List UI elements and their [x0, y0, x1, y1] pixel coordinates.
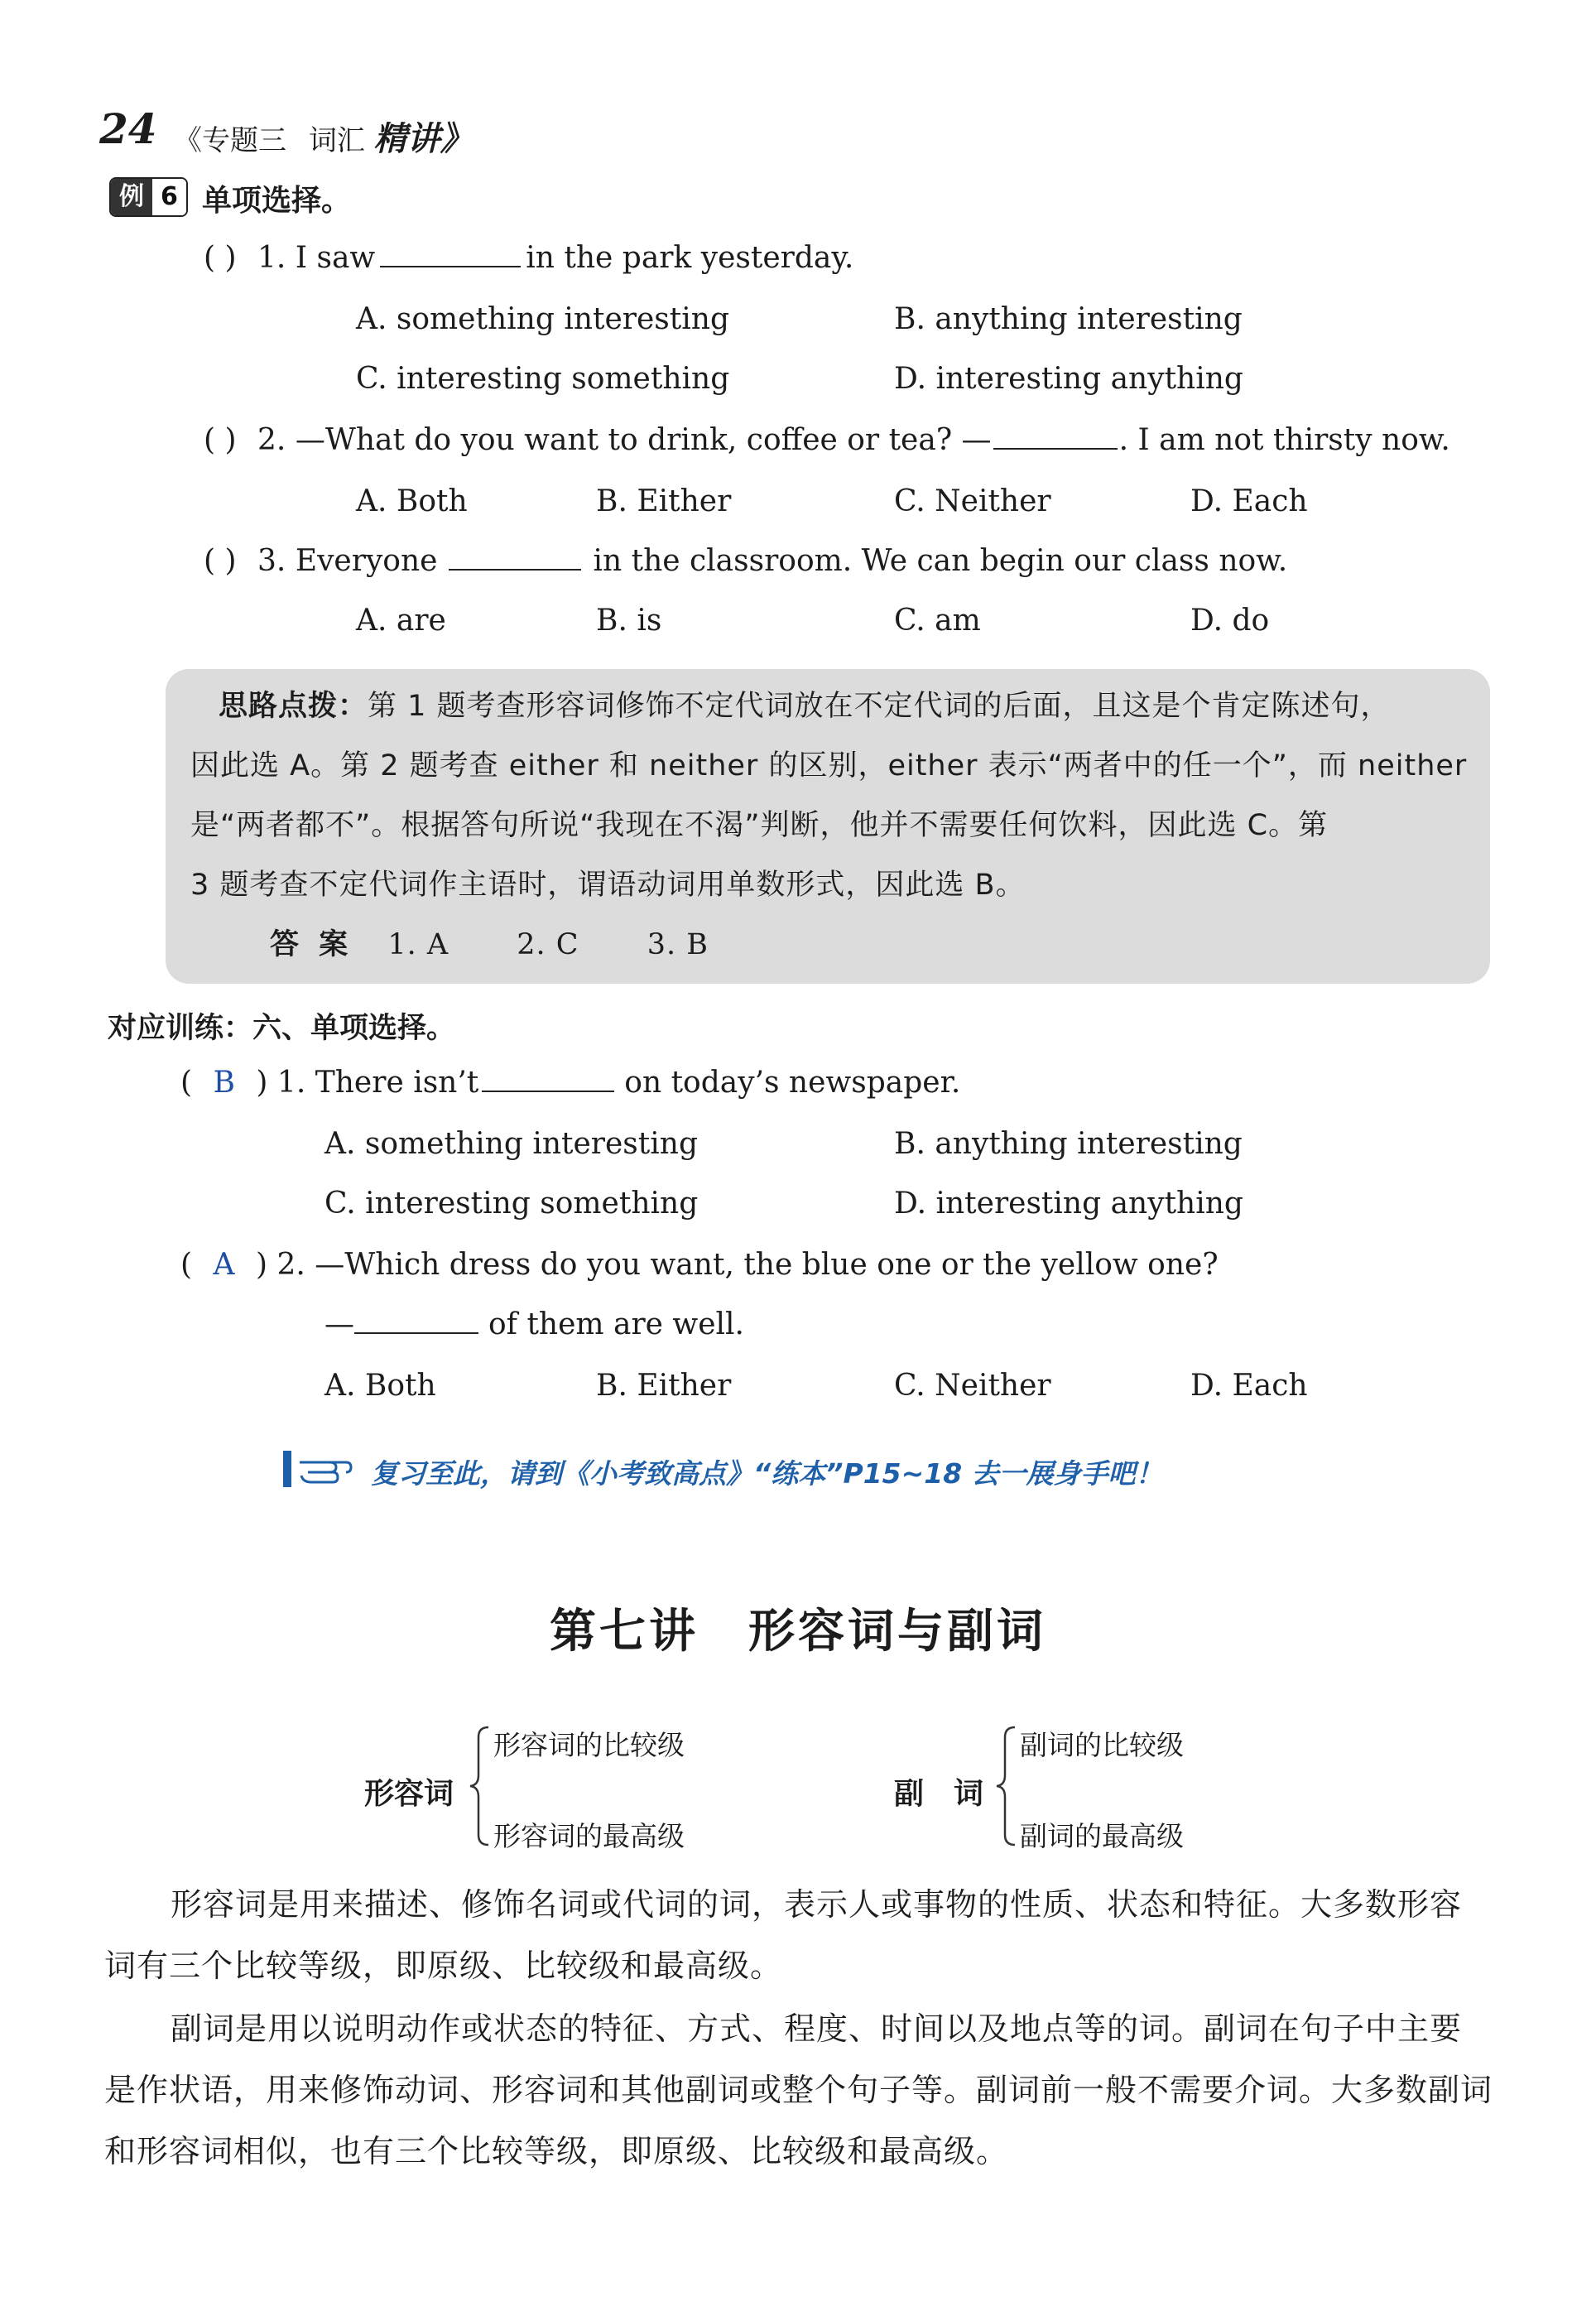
- brace-item: 副词的比较级: [1020, 1729, 1184, 1761]
- lecture-title: 第七讲 形容词与副词: [550, 1605, 1046, 1659]
- question-number: 2.: [257, 423, 286, 457]
- question-row: [204, 543, 1287, 580]
- pointing-hand-icon: [296, 1451, 354, 1487]
- example-badge-label: 例: [111, 179, 152, 215]
- question-text-after: on today’s newspaper.: [624, 1066, 961, 1100]
- analysis-line: 3 题考查不定代词作主语时，谓语动词用单数形式，因此选 B。: [190, 869, 1026, 902]
- option: B. anything interesting: [894, 302, 1243, 336]
- paragraph-line: 是作状语，用来修饰动词、形容词和其他副词或整个句子等。副词前一般不需要介词。大多数副词: [104, 2072, 1493, 2108]
- brace-shape: [993, 1724, 1018, 1848]
- answer-key-item: 2. C: [517, 928, 579, 961]
- option: B. anything interesting: [894, 1127, 1243, 1161]
- question-text-after: of them are well.: [488, 1307, 744, 1341]
- tag-label: 精讲》: [373, 120, 474, 158]
- question-number: 1.: [257, 241, 286, 275]
- option: D. Each: [1190, 484, 1308, 518]
- page-number: 24: [99, 104, 157, 153]
- question-number: 3.: [257, 544, 286, 578]
- question-row: [180, 1247, 1219, 1283]
- question-text-before: —What do you want to drink, coffee or tea? —: [295, 423, 992, 457]
- answer-paren: ( ): [204, 544, 237, 578]
- series-label: 《专题三: [174, 124, 286, 157]
- brace-item: 形容词的最高级: [493, 1820, 685, 1852]
- option: B. is: [596, 604, 662, 638]
- brace-shape: [467, 1724, 492, 1848]
- answer-blank: [380, 241, 521, 267]
- question-text-before: Everyone: [295, 544, 438, 578]
- option: A. something interesting: [324, 1127, 698, 1161]
- question-row: [204, 422, 1450, 459]
- option: C. Neither: [894, 484, 1051, 518]
- option: C. interesting something: [324, 1187, 699, 1221]
- adjective-label: 形容词: [364, 1777, 454, 1811]
- review-banner: 复习至此，请到《小考致高点》“练本”P15~18 去一展身手吧！: [371, 1457, 1163, 1490]
- answer-blank: [993, 423, 1118, 450]
- filled-answer: A: [213, 1248, 235, 1282]
- brace-item: 形容词的比较级: [493, 1729, 685, 1761]
- practice-title: 对应训练：六、单项选择。: [108, 1012, 456, 1045]
- dash: —: [324, 1307, 354, 1341]
- option: A. are: [356, 604, 446, 638]
- option: D. interesting anything: [894, 1187, 1243, 1221]
- question-text-before: I saw: [295, 241, 376, 275]
- header-title: [174, 113, 474, 160]
- question-text-before: There isn’t: [315, 1066, 479, 1100]
- answer-key-item: 1. A: [387, 928, 449, 961]
- answer-key-item: 3. B: [647, 928, 709, 961]
- option: A. something interesting: [356, 302, 729, 336]
- paragraph-line: 形容词是用来描述、修饰名词或代词的词，表示人或事物的性质、状态和特征。大多数形容: [171, 1886, 1463, 1923]
- answer-paren-open: (: [180, 1248, 193, 1282]
- answer-paren: ( ): [204, 241, 237, 275]
- answer-paren-close: ): [256, 1066, 268, 1100]
- question-text-after: in the classroom. We can begin our class now.: [593, 544, 1288, 578]
- question-text-before: —Which dress do you want, the blue one or the yellow one?: [315, 1248, 1219, 1282]
- analysis-label: 思路点拨：: [219, 690, 368, 723]
- filled-answer: B: [213, 1066, 235, 1100]
- option: B. Either: [596, 1369, 732, 1403]
- question-row-continued: [324, 1307, 744, 1343]
- topic-label: 词汇: [308, 124, 365, 157]
- answer-paren-close: ): [255, 1248, 267, 1282]
- adverb-label: 副 词: [894, 1777, 984, 1811]
- review-bar: [283, 1451, 291, 1487]
- analysis-text: 第 1 题考查形容词修饰不定代词放在不定代词的后面，且这是个肯定陈述句，: [368, 690, 1391, 723]
- option: A. Both: [356, 484, 468, 518]
- option: D. Each: [1190, 1369, 1308, 1403]
- answer-paren-open: (: [180, 1066, 193, 1100]
- option: C. Neither: [894, 1369, 1051, 1403]
- example-title: 单项选择。: [202, 184, 352, 218]
- answer-key-label: 答 案: [270, 928, 353, 961]
- paragraph-line: 副词是用以说明动作或状态的特征、方式、程度、时间以及地点等的词。副词在句子中主要: [171, 2010, 1463, 2047]
- example-badge-number: 6: [152, 179, 186, 215]
- option: A. Both: [324, 1369, 436, 1403]
- example-badge: [109, 177, 188, 217]
- paragraph-line: 词有三个比较等级，即原级、比较级和最高级。: [104, 1948, 783, 1984]
- analysis-line: [219, 689, 1391, 724]
- answer-blank: [449, 544, 581, 571]
- question-number: 2.: [276, 1248, 305, 1282]
- analysis-line: 因此选 A。第 2 题考查 either 和 neither 的区别，either 表示“两者中的任一个”，而 neither: [190, 749, 1468, 782]
- answer-key: [270, 927, 709, 962]
- option: C. interesting something: [356, 362, 730, 396]
- question-text-after: . I am not thirsty now.: [1118, 423, 1450, 457]
- question-row: [204, 240, 853, 277]
- question-row: [180, 1065, 960, 1101]
- option: D. do: [1190, 604, 1270, 638]
- question-text-after: in the park yesterday.: [526, 241, 854, 275]
- brace-item: 副词的最高级: [1020, 1820, 1184, 1852]
- option: B. Either: [596, 484, 732, 518]
- option: D. interesting anything: [894, 362, 1243, 396]
- answer-blank: [354, 1307, 478, 1334]
- question-number: 1.: [276, 1066, 306, 1100]
- analysis-line: 是“两者都不”。根据答句所说“我现在不渴”判断，他并不需要任何饮料，因此选 C。第: [190, 809, 1329, 842]
- answer-paren: ( ): [204, 423, 237, 457]
- paragraph-line: 和形容词相似，也有三个比较等级，即原级、比较级和最高级。: [104, 2133, 1009, 2169]
- option: C. am: [894, 604, 981, 638]
- answer-blank: [482, 1066, 614, 1092]
